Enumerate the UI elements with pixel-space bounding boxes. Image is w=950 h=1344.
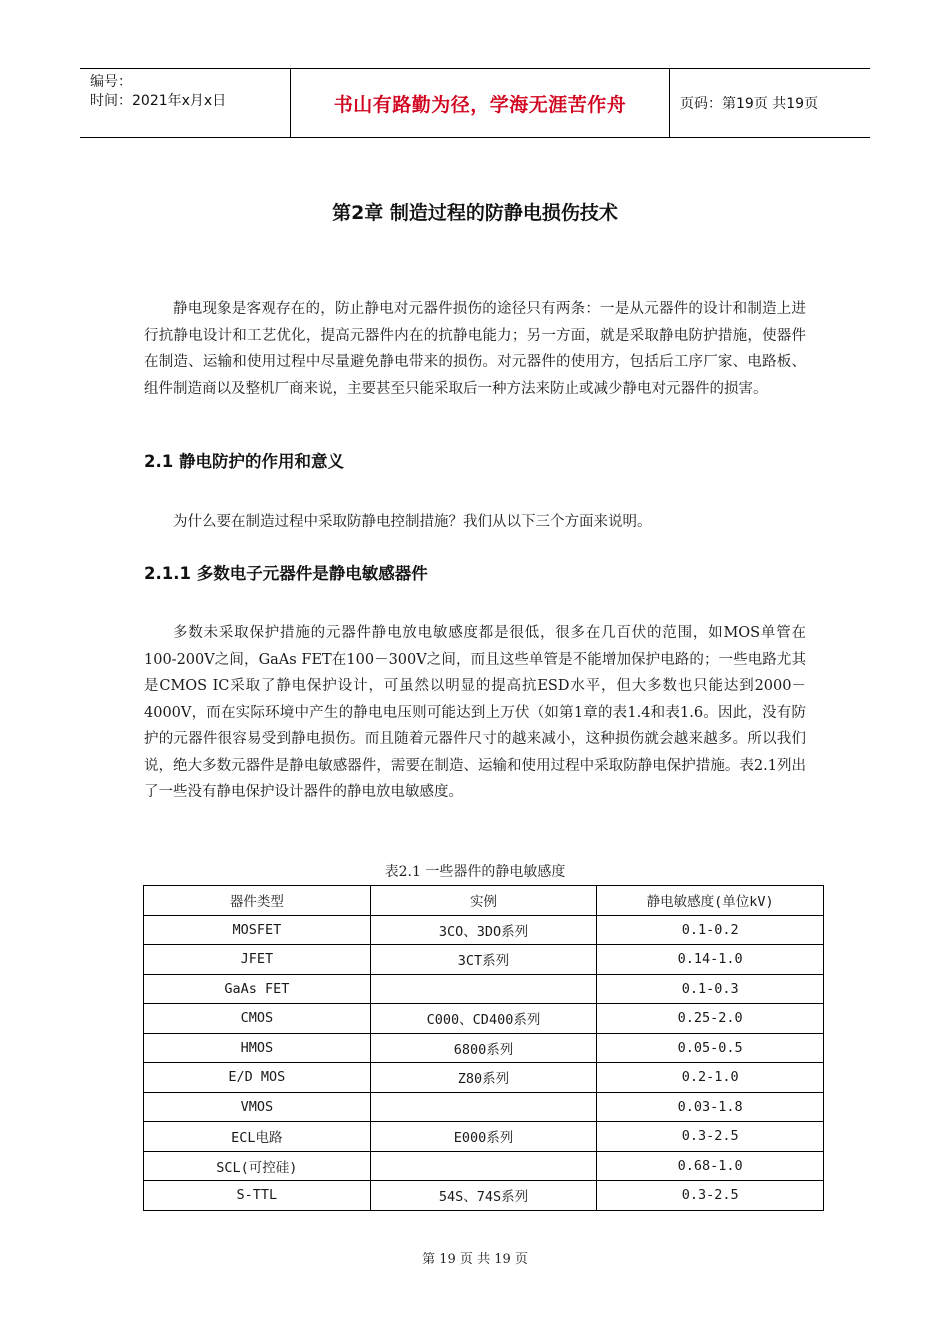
table-row bbox=[144, 1181, 824, 1211]
header-meta bbox=[80, 69, 290, 137]
table-row bbox=[144, 1092, 824, 1122]
cell-device-type: S-TTL bbox=[144, 1181, 371, 1211]
cell-device-type: SCL(可控硅) bbox=[144, 1151, 371, 1181]
cell-sensitivity: 0.03-1.8 bbox=[597, 1092, 824, 1122]
intro-paragraph: 静电现象是客观存在的，防止静电对元器件损伤的途径只有两条：一是从元器件的设计和制造上进行抗静电设计和工艺优化，提高元器件内在的抗静电能力；另一方面，就是采取静电防护措施，使器件在制造、运输和使用过程中尽量避免静电带来的损伤。对元器件的使用方，包括后工序厂家、电路板、组件制造商以及整机厂商来说，主要甚至只能采取后一种方法来防止或减少静电对元器件的损害。 bbox=[144, 301, 806, 397]
cell-sensitivity: 0.1-0.2 bbox=[597, 915, 824, 945]
cell-sensitivity: 0.05-0.5 bbox=[597, 1033, 824, 1063]
table-header-row bbox=[144, 886, 824, 916]
table-caption: 表2.1 一些器件的静电敏感度 bbox=[384, 864, 566, 880]
header-example: 实例 bbox=[370, 886, 597, 916]
cell-sensitivity: 0.25-2.0 bbox=[597, 1004, 824, 1034]
cell-example: E000系列 bbox=[370, 1122, 597, 1152]
cell-example: 6800系列 bbox=[370, 1033, 597, 1063]
section-heading-2-1: 2.1 静电防护的作用和意义 bbox=[144, 452, 344, 471]
table-row bbox=[144, 974, 824, 1004]
cell-device-type: ECL电路 bbox=[144, 1122, 371, 1152]
cell-device-type: VMOS bbox=[144, 1092, 371, 1122]
cell-sensitivity: 0.2-1.0 bbox=[597, 1063, 824, 1093]
table-row bbox=[144, 1122, 824, 1152]
cell-sensitivity: 0.3-2.5 bbox=[597, 1181, 824, 1211]
table-row bbox=[144, 1004, 824, 1034]
cell-example: 3CO、3DO系列 bbox=[370, 915, 597, 945]
cell-example bbox=[370, 1092, 597, 1122]
cell-sensitivity: 0.14-1.0 bbox=[597, 945, 824, 975]
cell-example: Z80系列 bbox=[370, 1063, 597, 1093]
table-row bbox=[144, 1033, 824, 1063]
chapter-title: 第2章 制造过程的防静电损伤技术 bbox=[332, 202, 618, 224]
header-motto: 书山有路勤为径，学海无涯苦作舟 bbox=[290, 69, 670, 137]
cell-device-type: JFET bbox=[144, 945, 371, 975]
cell-example: C000、CD400系列 bbox=[370, 1004, 597, 1034]
cell-example bbox=[370, 974, 597, 1004]
cell-device-type: CMOS bbox=[144, 1004, 371, 1034]
section-heading-2-1-1: 2.1.1 多数电子元器件是静电敏感器件 bbox=[144, 564, 428, 583]
cell-example bbox=[370, 1151, 597, 1181]
cell-example: 54S、74S系列 bbox=[370, 1181, 597, 1211]
table-row bbox=[144, 945, 824, 975]
document-time-label: 时间：2021年x月x日 bbox=[90, 93, 227, 109]
page-footer: 第 19 页 共 19 页 bbox=[422, 1252, 528, 1267]
table-row bbox=[144, 1063, 824, 1093]
cell-sensitivity: 0.68-1.0 bbox=[597, 1151, 824, 1181]
cell-device-type: E/D MOS bbox=[144, 1063, 371, 1093]
document-number-label: 编号： bbox=[90, 74, 132, 90]
header-device-type: 器件类型 bbox=[144, 886, 371, 916]
cell-device-type: HMOS bbox=[144, 1033, 371, 1063]
section-2-1-1-paragraph: 多数未采取保护措施的元器件静电放电敏感度都是很低，很多在几百伏的范围，如MOS单管在100-200V之间，GaAs FET在100－300V之间，而且这些单管是不能增加保护电路的；一些电路尤其是CMOS IC采取了静电保护设计，可虽然以明显的提高抗ESD水平，但大多数也只能达到2000－4000V，而在实际环境中产生的静电电压则可能达到上万伏（如第1章的表1.4和表1.6。因此，没有防护的元器件很容易受到静电损伤。而且随着元器件尺寸的越来减小，这种损伤就会越来越多。所以我们说，绝大多数元器件是静电敏感器件，需要在制造、运输和使用过程中采取防静电保护措施。表2.1列出了一些没有静电保护设计器件的静电放电敏感度。 bbox=[144, 625, 806, 800]
section-2-1-paragraph: 为什么要在制造过程中采取防静电控制措施？我们从以下三个方面来说明。 bbox=[173, 514, 652, 530]
cell-sensitivity: 0.1-0.3 bbox=[597, 974, 824, 1004]
cell-example: 3CT系列 bbox=[370, 945, 597, 975]
table-row bbox=[144, 1151, 824, 1181]
sensitivity-table bbox=[143, 885, 824, 1211]
header-sensitivity: 静电敏感度(单位kV) bbox=[597, 886, 824, 916]
page-header bbox=[80, 68, 870, 138]
header-page-info: 页码：第19页 共19页 bbox=[680, 96, 819, 112]
cell-sensitivity: 0.3-2.5 bbox=[597, 1122, 824, 1152]
table-row bbox=[144, 915, 824, 945]
cell-device-type: GaAs FET bbox=[144, 974, 371, 1004]
cell-device-type: MOSFET bbox=[144, 915, 371, 945]
